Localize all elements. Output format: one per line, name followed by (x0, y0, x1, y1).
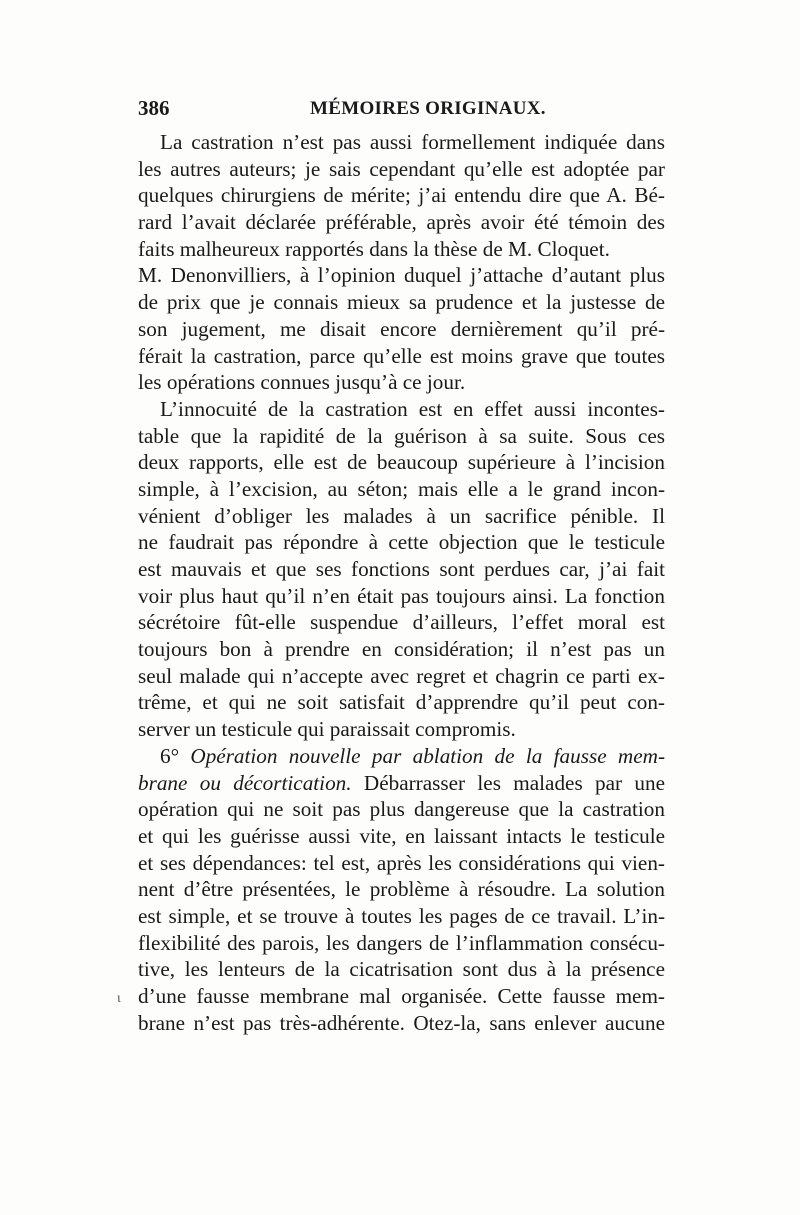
text-line: et ses dépendances: tel est, après les considérations qui vien- (138, 850, 665, 875)
text-line: opération qui ne soit pas plus dangereuse que la castration (138, 797, 665, 822)
section-heading-line (138, 770, 665, 797)
text-line: table que la rapidité de la guérison à sa suite. Sous ces (138, 423, 665, 448)
text-line: ne faudrait pas répondre à cette objection que le testicule (138, 530, 665, 555)
text-line: rard l’avait déclarée préférable, après avoir été témoin des (138, 210, 665, 235)
text-line: est mauvais et que ses fonctions sont perdues car, j’ai fait (138, 557, 665, 581)
text-line: nent d’être présentées, le problème à résoudre. La solution (138, 877, 665, 902)
text-line: sécrétoire fût-elle suspendue d’ailleurs, l’effet moral est (138, 610, 665, 635)
text-line: seul malade qui n’accepte avec regret et chagrin ce parti ex- (138, 663, 665, 688)
text-line: de prix que je connais mieux sa prudence et la justesse de (138, 290, 665, 315)
text-line: deux rapports, elle est de beaucoup supérieure à l’incision (138, 450, 665, 475)
section-heading-line (138, 743, 665, 770)
text-line: est simple, et se trouve à toutes les pages de ce travail. L’in- (138, 903, 665, 928)
text-line: La castration n’est pas aussi formellement indiquée dans (160, 130, 665, 154)
page-number: 386 (138, 96, 170, 120)
page-header (138, 96, 664, 126)
text-line: M. Denonvilliers, à l’opinion duquel j’attache d’autant plus (138, 263, 665, 288)
text-line: brane n’est pas très-adhérente. Otez-la, sans enlever aucune (138, 1010, 665, 1035)
text-line: faits malheureux rapportés dans la thèse de M. Cloquet. (138, 236, 610, 261)
text-line: simple, à l’excision, au séton; mais elle a le grand incon- (138, 476, 665, 501)
text-line: toujours bon à prendre en considération; il n’est pas un (138, 637, 665, 662)
text-line: tive, les lenteurs de la cicatrisation sont dus à la présence (138, 957, 665, 982)
text-line: férait la castration, parce qu’elle est moins grave que toutes (138, 343, 665, 368)
text-line: les opérations connues jusqu’à ce jour. (138, 370, 466, 395)
text-line: flexibilité des parois, les dangers de l’inflammation consécu- (138, 930, 665, 955)
text-line: server un testicule qui paraissait compromis. (138, 717, 516, 742)
text-line: vénient d’obliger les malades à un sacrifice pénible. Il (138, 503, 665, 528)
text-line: d’une fausse membrane mal organisée. Cette fausse mem- (138, 984, 665, 1008)
text-line: son jugement, me disait encore dernièrement qu’il pré- (138, 316, 665, 341)
section-title: Opération nouvelle par ablation de la fausse mem- (190, 743, 665, 768)
text-line: trême, et qui ne soit satisfait d’apprendre qu’il peut con- (138, 690, 665, 715)
text-line: quelques chirurgiens de mérite; j’ai entendu dire que A. Bé- (138, 183, 665, 208)
running-title: MÉMOIRES ORIGINAUX. (310, 98, 546, 119)
body-text (138, 129, 665, 1036)
text-line: et qui les guérisse aussi vite, en laissant intacts le testicule (138, 823, 665, 848)
text-line: les autres auteurs; je sais cependant qu’elle est adoptée par (138, 156, 665, 181)
text-line: L’innocuité de la castration est en effet aussi incontes- (160, 396, 665, 421)
section-title-continued: brane ou décortication. (138, 770, 352, 795)
margin-mark: ι (117, 991, 121, 1006)
section-number: 6° (160, 743, 180, 768)
text-fragment: Débarrasser les malades par une (363, 770, 666, 795)
text-line: voir plus haut qu’il n’en était pas toujours ainsi. La fonction (138, 583, 665, 608)
